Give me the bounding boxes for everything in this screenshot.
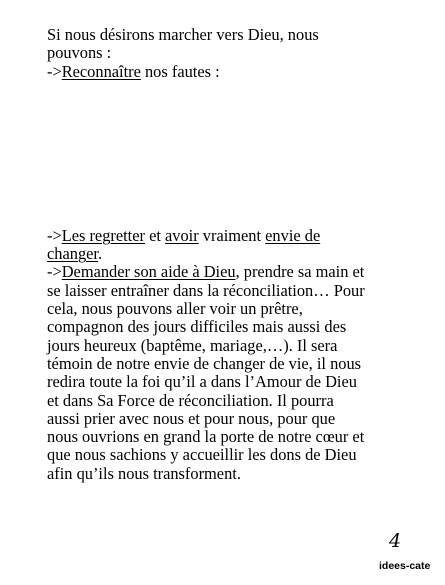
- page-number: 4: [389, 530, 402, 552]
- step3-keyword: Demander son aide à Dieu: [61, 262, 236, 282]
- step3-line-8: et dans Sa Force de réconciliation. Il pourra: [47, 390, 334, 410]
- step2-arrow: ->: [47, 225, 62, 245]
- blank-space: [47, 81, 407, 227]
- credit-label: idees-cate: [379, 560, 431, 572]
- step2-mid2: vraiment: [198, 225, 266, 245]
- step2-changer: changer: [47, 244, 98, 264]
- document-body: [47, 26, 407, 483]
- step3-line-11: que nous sachions y accueillir les dons de Dieu: [47, 445, 357, 465]
- step2-envie: envie de: [265, 225, 321, 245]
- step1-rest: nos fautes :: [140, 61, 220, 81]
- step1-keyword: Reconnaître: [61, 61, 141, 81]
- step1-arrow: ->: [47, 61, 62, 81]
- step2-mid1: et: [144, 225, 166, 245]
- step3-line-5: jours heureux (baptême, mariage,…). Il sera: [47, 335, 338, 355]
- step3-line-3: cela, nous pouvons aller voir un prêtre,: [47, 299, 303, 319]
- intro-line-2: pouvons :: [47, 43, 112, 63]
- step3-arrow: ->: [47, 262, 62, 282]
- step3-line-2: se laisser entraîner dans la réconciliation… Pour: [47, 280, 365, 300]
- step2-avoir: avoir: [165, 225, 199, 245]
- step3-line-4: compagnon des jours difficiles mais aussi des: [47, 317, 347, 337]
- step3-line-6: témoin de notre envie de changer de vie, il nous: [47, 353, 362, 373]
- step3-line-1: , prendre sa main et: [235, 262, 365, 282]
- step2-paragraph: [47, 227, 407, 483]
- step3-line-10: nous ouvrions en grand la porte de notre cœur et: [47, 427, 365, 447]
- step3-line-12: afin qu’ils nous transforment.: [47, 463, 241, 483]
- intro-paragraph: [47, 26, 407, 81]
- intro-line-1: Si nous désirons marcher vers Dieu, nous: [47, 25, 319, 44]
- step3-line-9: aussi prier avec nous et pour nous, pour que: [47, 408, 336, 428]
- step2-regretter: Les regretter: [61, 225, 145, 245]
- step3-line-7: redira toute la foi qu’il a dans l’Amour de Dieu: [47, 372, 357, 392]
- step2-end: .: [97, 244, 103, 264]
